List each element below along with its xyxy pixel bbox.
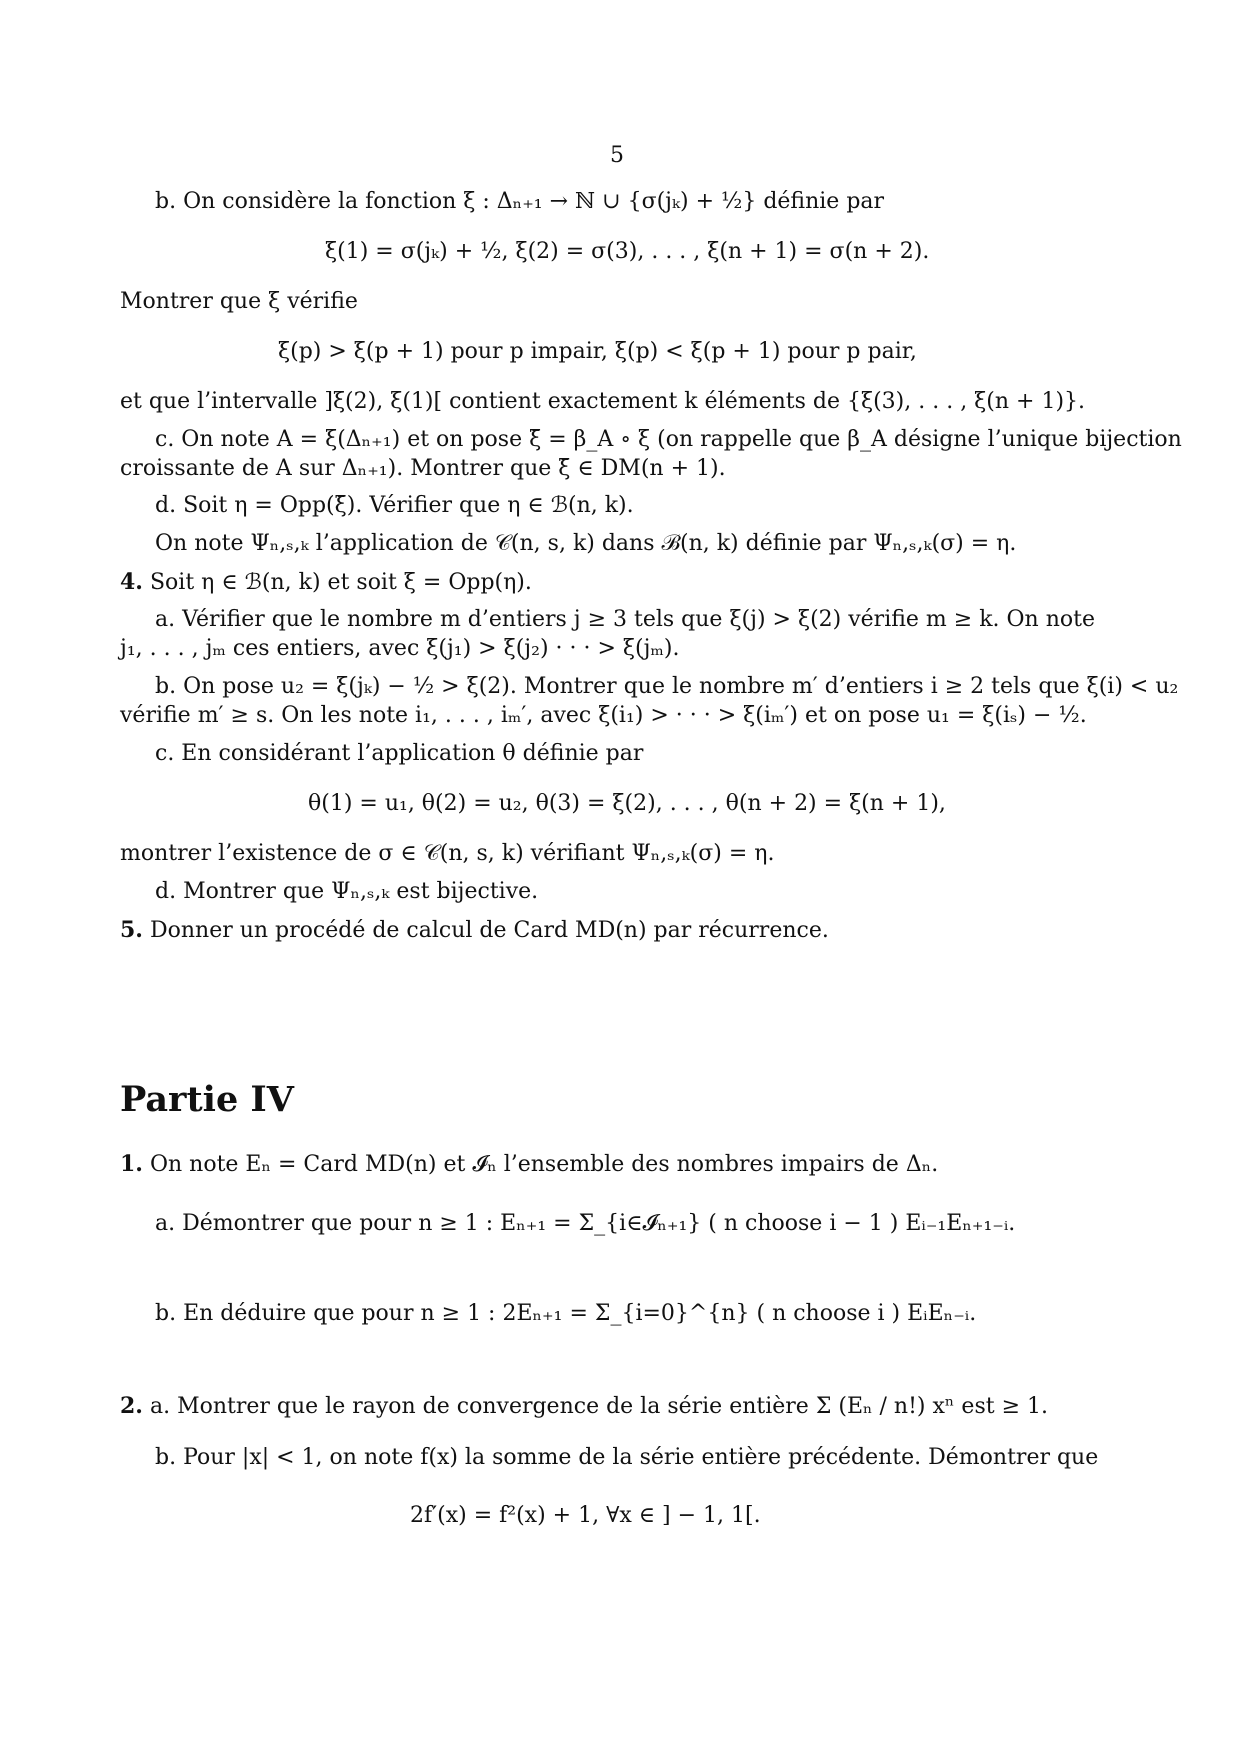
section-heading: Partie IV (120, 1079, 294, 1120)
text-line: croissante de A sur Δₙ₊₁). Montrer que ξ̄ ∈ DM(n + 1). (120, 456, 726, 481)
text-line: On note Ψₙ,ₛ,ₖ l’application de 𝒞(n, s, k) dans ℬ(n, k) définie par Ψₙ,ₛ,ₖ(σ) = η. (155, 531, 1017, 556)
text-line: d. Soit η = Opp(ξ̄). Vérifier que η ∈ ℬ(n, k). (155, 493, 634, 518)
question-item (120, 1150, 938, 1179)
page-number: 5 (610, 143, 624, 168)
display-equation: θ(1) = u₁, θ(2) = u₂, θ(3) = ξ(2), . . . , θ(n + 2) = ξ(n + 1), (308, 791, 946, 816)
question-number: 2. (120, 1393, 143, 1419)
formula-line: b. En déduire que pour n ≥ 1 : 2Eₙ₊₁ = Σ_{i=0}^{n} ( n choose i ) EᵢEₙ₋ᵢ. (155, 1301, 977, 1326)
question-text: a. Montrer que le rayon de convergence de la série entière Σ (Eₙ / n!) xⁿ est ≥ 1. (149, 1394, 1048, 1419)
text-line: c. En considérant l’application θ définie par (155, 741, 644, 766)
text-line: b. On considère la fonction ξ : Δₙ₊₁ → ℕ ∪ {σ(jₖ) + ½} définie par (155, 189, 885, 214)
formula-line: a. Démontrer que pour n ≥ 1 : Eₙ₊₁ = Σ_{i∈𝓘ₙ₊₁} ( n choose i − 1 ) Eᵢ₋₁Eₙ₊₁₋ᵢ. (155, 1211, 1016, 1236)
text-line: b. On pose u₂ = ξ(jₖ) − ½ > ξ(2). Montrer que le nombre m′ d’entiers i ≥ 2 tels que ξ(i) < u₂ (155, 674, 1179, 699)
text-line: Montrer que ξ vérifie (120, 289, 358, 314)
question-item (120, 1392, 1048, 1421)
text-line: j₁, . . . , jₘ ces entiers, avec ξ(j₁) > ξ(j₂) · · · > ξ(jₘ). (120, 636, 680, 661)
question-item (120, 568, 532, 597)
question-number: 4. (120, 569, 143, 595)
text-line: vérifie m′ ≥ s. On les note i₁, . . . , iₘ′, avec ξ(i₁) > · · · > ξ(iₘ′) et on pose u₁ = ξ(iₛ) − ½. (120, 703, 1087, 728)
text-line: et que l’intervalle ]ξ(2), ξ(1)[ contient exactement k éléments de {ξ(3), . . . , ξ(n + 1)}. (120, 389, 1086, 414)
display-equation: 2f′(x) = f²(x) + 1, ∀x ∈ ] − 1, 1[. (410, 1503, 761, 1528)
text-line: d. Montrer que Ψₙ,ₛ,ₖ est bijective. (155, 879, 539, 904)
text-line: b. Pour |x| < 1, on note f(x) la somme de la série entière précédente. Démontrer que (155, 1445, 1099, 1470)
question-number: 5. (120, 917, 143, 943)
text-line: a. Vérifier que le nombre m d’entiers j ≥ 3 tels que ξ(j) > ξ(2) vérifie m ≥ k. On note (155, 607, 1095, 632)
text-line: montrer l’existence de σ ∈ 𝒞(n, s, k) vérifiant Ψₙ,ₛ,ₖ(σ) = η. (120, 841, 775, 866)
question-text: Donner un procédé de calcul de Card MD(n) par récurrence. (149, 918, 829, 943)
question-number: 1. (120, 1151, 143, 1177)
question-text: Soit η ∈ ℬ(n, k) et soit ξ = Opp(η). (149, 570, 532, 595)
display-equation: ξ(1) = σ(jₖ) + ½, ξ(2) = σ(3), . . . , ξ(n + 1) = σ(n + 2). (325, 239, 930, 264)
display-equation: ξ(p) > ξ(p + 1) pour p impair, ξ(p) < ξ(p + 1) pour p pair, (278, 339, 917, 364)
question-item (120, 916, 829, 945)
text-line: c. On note A = ξ(Δₙ₊₁) et on pose ξ̄ = β_A ∘ ξ (on rappelle que β_A désigne l’unique bijection (155, 427, 1182, 452)
question-text: On note Eₙ = Card MD(n) et 𝓘ₙ l’ensemble des nombres impairs de Δₙ. (149, 1152, 939, 1177)
